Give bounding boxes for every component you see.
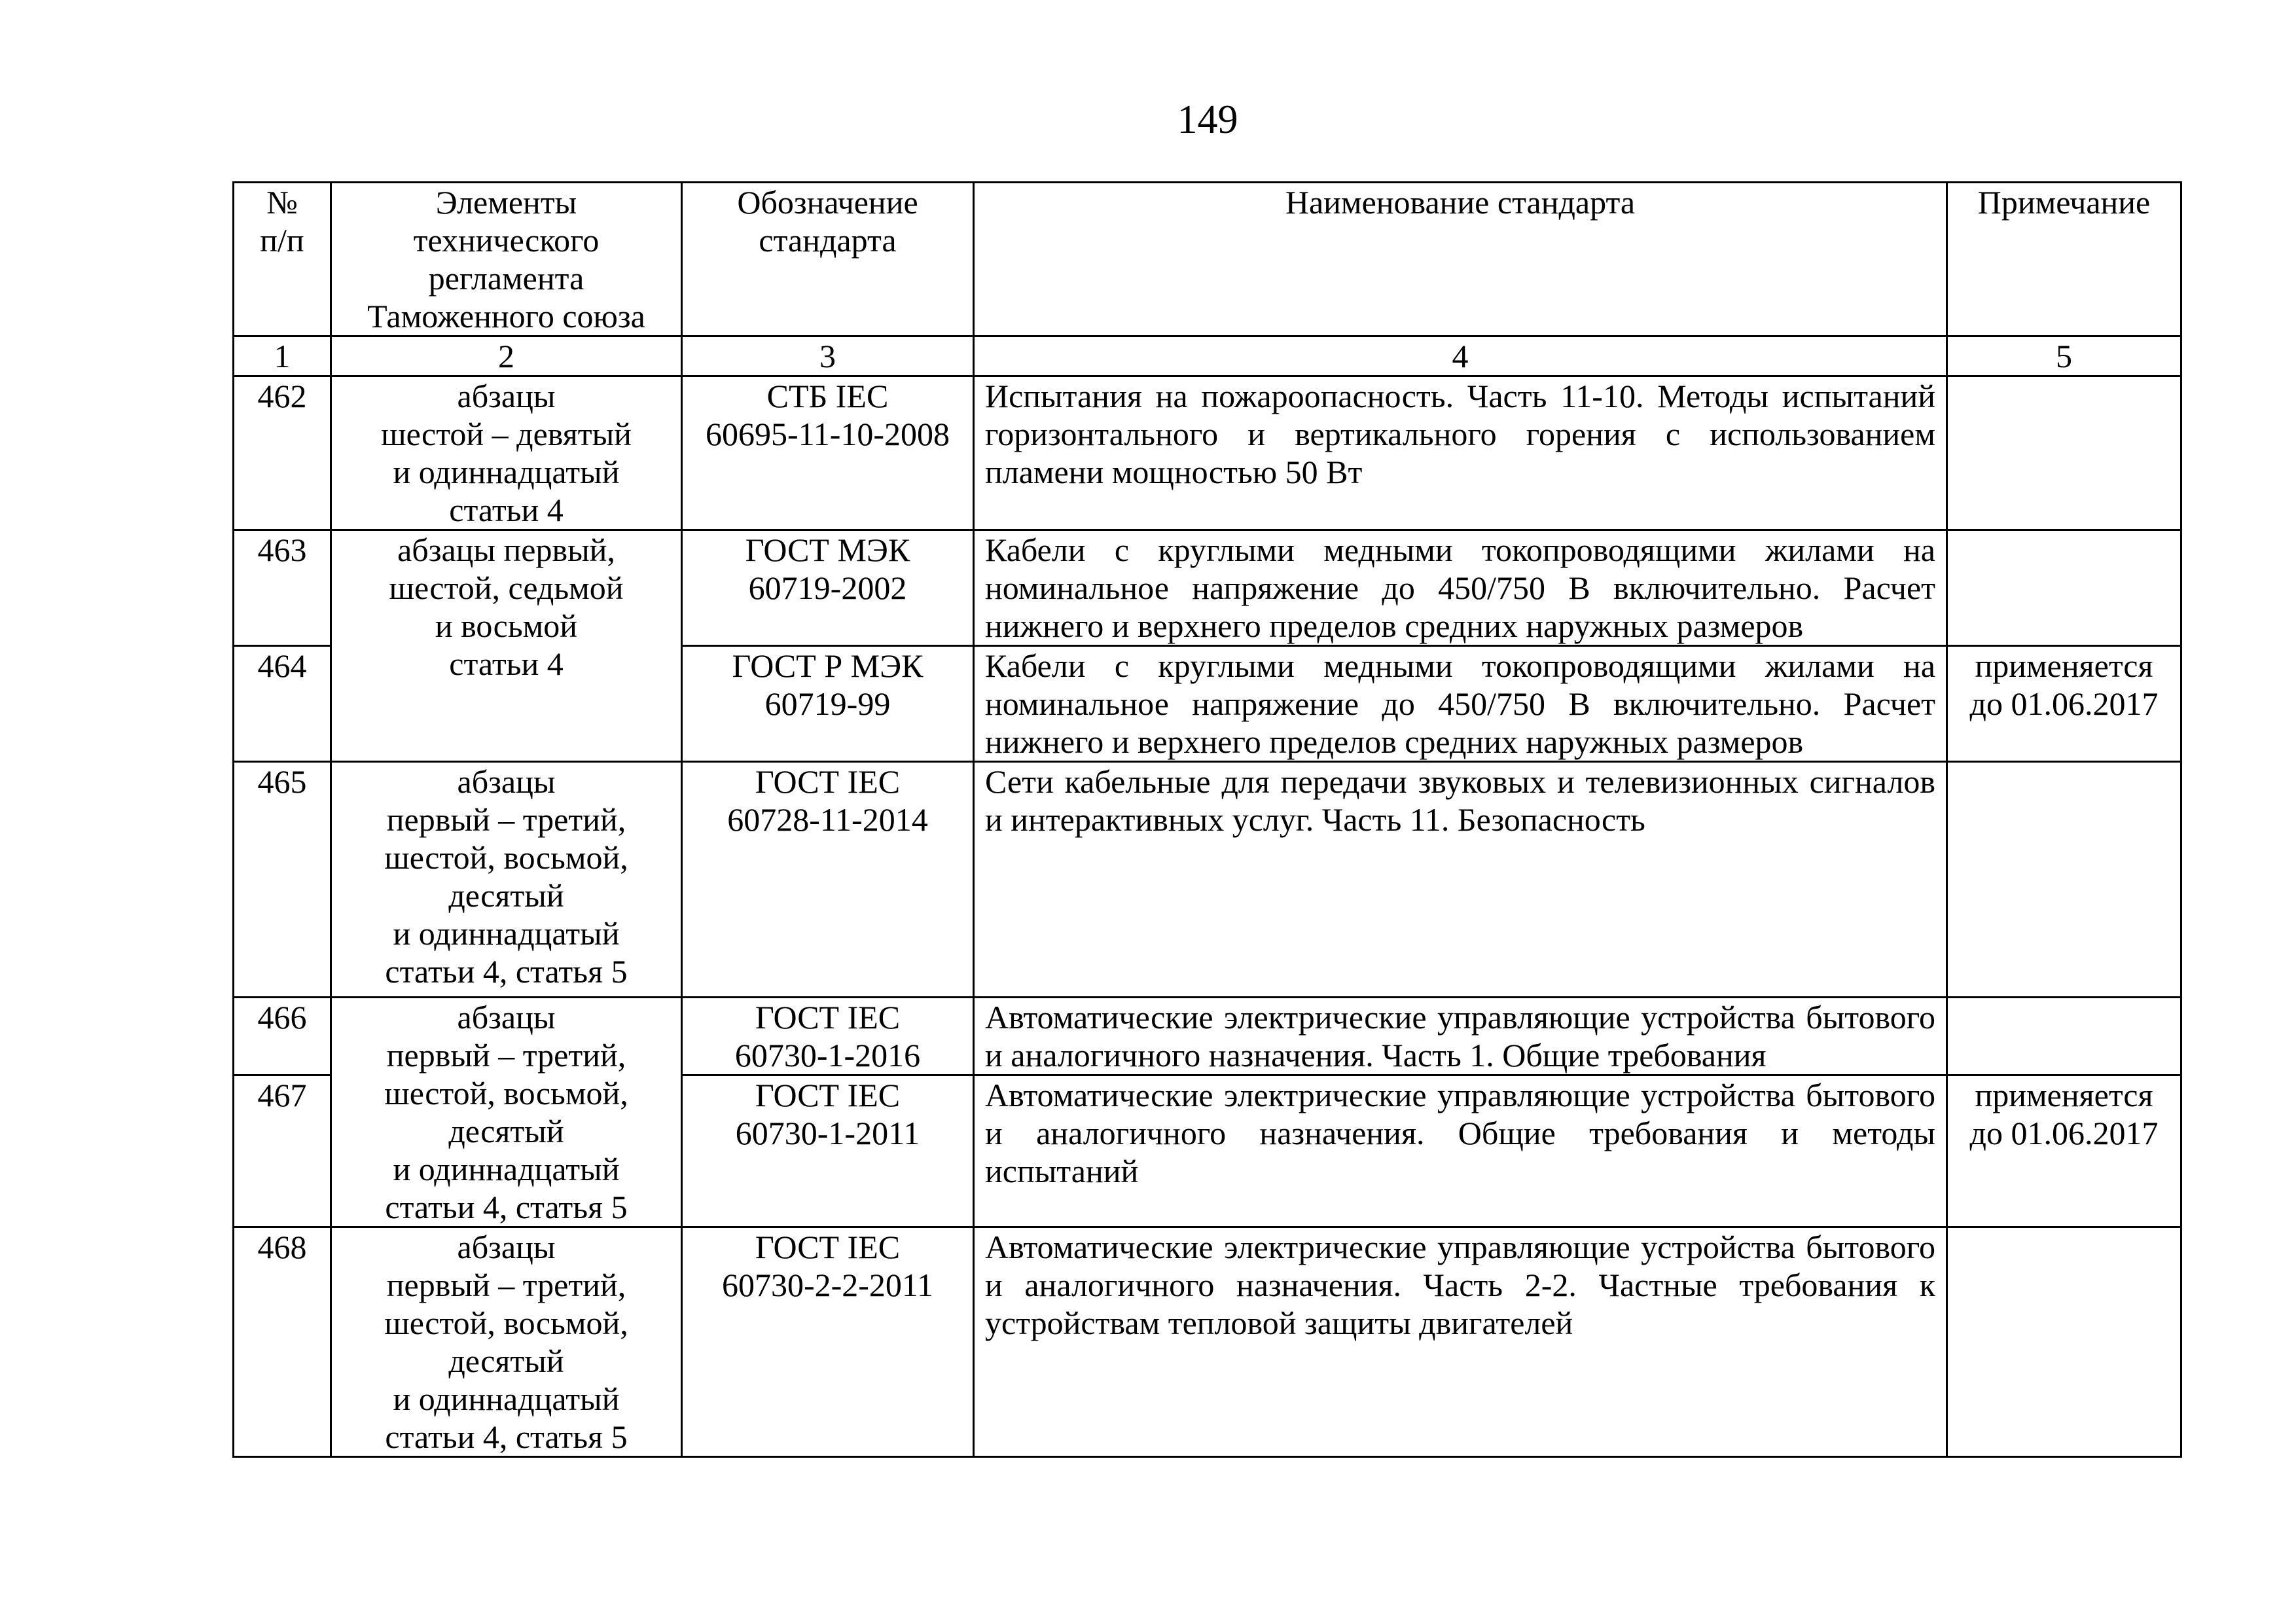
row-elements: абзацы первый – третий, шестой, восьмой, десятый и одиннадцатый статьи 4, статья 5	[331, 762, 682, 998]
row-elements: абзацы шестой – девятый и одиннадцатый статьи 4	[331, 376, 682, 530]
row-designation: ГОСТ МЭК 60719-2002	[682, 530, 974, 646]
row-number: 464	[234, 646, 331, 762]
row-number: 462	[234, 376, 331, 530]
row-designation: ГОСТ IEC 60730-2-2-2011	[682, 1227, 974, 1457]
table-row	[234, 376, 2181, 530]
page-number: 149	[1177, 98, 1238, 142]
row-elements: абзацы первый, шестой, седьмой и восьмой статьи 4	[331, 530, 682, 762]
row-standard-name: Кабели с круглыми медными токопроводящими жилами на номинальное напряжение до 450/750 В включительно. Расчет нижнего и верхнего пределов средних наружных размеров	[974, 530, 1947, 646]
header-standard-name: Наименование стандарта	[974, 183, 1947, 336]
standards-table	[232, 181, 2182, 1458]
row-note	[1947, 998, 2181, 1075]
table-row	[234, 530, 2181, 646]
row-standard-name: Автоматические электрические управляющие устройства бытового и аналогичного назначения. Часть 2-2. Частные требования к устройствам тепловой защиты двигателей	[974, 1227, 1947, 1457]
column-number: 5	[1947, 336, 2181, 376]
table-header-row	[234, 183, 2181, 336]
column-number: 2	[331, 336, 682, 376]
row-designation: ГОСТ IEC 60728-11-2014	[682, 762, 974, 998]
header-number: № п/п	[234, 183, 331, 336]
table-row	[234, 762, 2181, 998]
table-row	[234, 998, 2181, 1075]
row-note: применяется до 01.06.2017	[1947, 646, 2181, 762]
row-note	[1947, 762, 2181, 998]
column-number: 4	[974, 336, 1947, 376]
row-standard-name: Автоматические электрические управляющие устройства бытового и аналогичного назначения. Часть 1. Общие требования	[974, 998, 1947, 1075]
row-elements: абзацы первый – третий, шестой, восьмой, десятый и одиннадцатый статьи 4, статья 5	[331, 998, 682, 1227]
row-standard-name: Кабели с круглыми медными токопроводящими жилами на номинальное напряжение до 450/750 В включительно. Расчет нижнего и верхнего пределов средних наружных размеров	[974, 646, 1947, 762]
row-standard-name: Испытания на пожароопасность. Часть 11-10. Методы испытаний горизонтального и вертикального горения с использованием пламени мощностью 50 Вт	[974, 376, 1947, 530]
row-number: 465	[234, 762, 331, 998]
column-number: 1	[234, 336, 331, 376]
table-row	[234, 1227, 2181, 1457]
header-note: Примечание	[1947, 183, 2181, 336]
row-designation: ГОСТ IEC 60730-1-2011	[682, 1075, 974, 1227]
row-note: применяется до 01.06.2017	[1947, 1075, 2181, 1227]
row-note	[1947, 1227, 2181, 1457]
row-number: 463	[234, 530, 331, 646]
row-number: 468	[234, 1227, 331, 1457]
row-elements: абзацы первый – третий, шестой, восьмой, десятый и одиннадцатый статьи 4, статья 5	[331, 1227, 682, 1457]
row-number: 466	[234, 998, 331, 1075]
header-designation: Обозначение стандарта	[682, 183, 974, 336]
row-number: 467	[234, 1075, 331, 1227]
row-standard-name: Автоматические электрические управляющие устройства бытового и аналогичного назначения. Общие требования и методы испытаний	[974, 1075, 1947, 1227]
row-note	[1947, 376, 2181, 530]
column-number: 3	[682, 336, 974, 376]
header-elements: Элементы технического регламента Таможенного союза	[331, 183, 682, 336]
row-designation: СТБ IEC 60695-11-10-2008	[682, 376, 974, 530]
row-note	[1947, 530, 2181, 646]
row-standard-name: Сети кабельные для передачи звуковых и телевизионных сигналов и интерактивных услуг. Часть 11. Безопасность	[974, 762, 1947, 998]
row-designation: ГОСТ Р МЭК 60719-99	[682, 646, 974, 762]
row-designation: ГОСТ IEC 60730-1-2016	[682, 998, 974, 1075]
column-numbers-row	[234, 336, 2181, 376]
